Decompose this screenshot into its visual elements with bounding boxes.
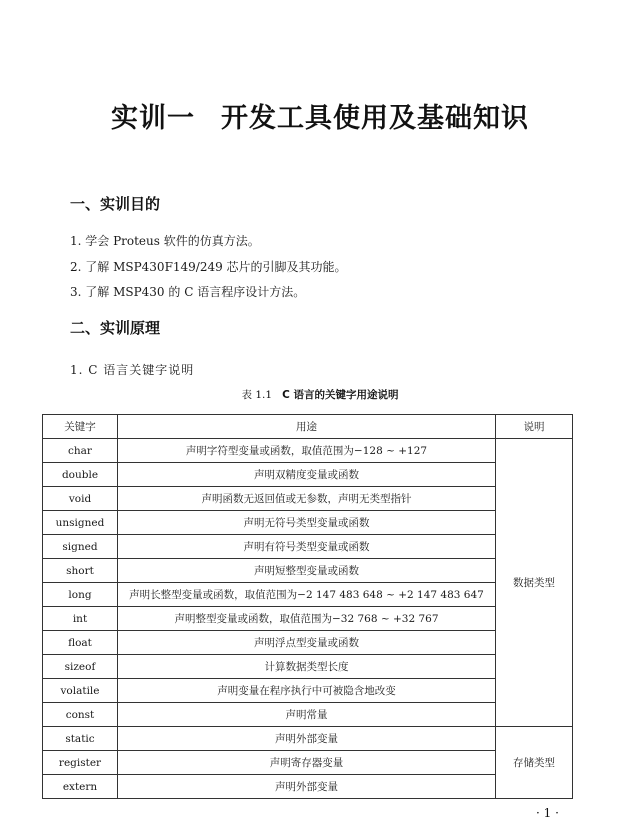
objective-item-1: 1. 学会 Proteus 软件的仿真方法。 [70, 234, 260, 248]
category-storage-type: 存储类型 [496, 727, 573, 799]
usage-cell: 声明外部变量 [118, 775, 496, 799]
table-row [43, 727, 573, 751]
header-keyword: 关键字 [43, 415, 118, 439]
table-caption-text: C 语言的关键字用途说明 [282, 389, 399, 401]
keyword-cell: unsigned [43, 511, 118, 535]
usage-cell: 声明字符型变量或函数，取值范围为−128 ~ +127 [118, 439, 496, 463]
objectives-heading: 一、实训目的 [70, 195, 161, 213]
usage-cell: 声明有符号类型变量或函数 [118, 535, 496, 559]
keyword-cell: long [43, 583, 118, 607]
table-caption [0, 387, 640, 402]
table-row [43, 775, 573, 799]
page-number: · 1 · [536, 806, 559, 820]
usage-cell: 声明常量 [118, 703, 496, 727]
header-note: 说明 [496, 415, 573, 439]
table-row [43, 535, 573, 559]
title-part-1: 实训一 [111, 103, 195, 134]
table-row [43, 751, 573, 775]
table-row [43, 439, 573, 463]
principle-subheading: 1. C 语言关键字说明 [70, 363, 195, 377]
usage-cell: 声明短整型变量或函数 [118, 559, 496, 583]
usage-cell: 声明外部变量 [118, 727, 496, 751]
header-usage: 用途 [118, 415, 496, 439]
keyword-cell: volatile [43, 679, 118, 703]
objective-item-2: 2. 了解 MSP430F149/249 芯片的引脚及其功能。 [70, 260, 347, 274]
table-row [43, 655, 573, 679]
principle-heading: 二、实训原理 [70, 319, 161, 337]
table-row [43, 583, 573, 607]
usage-cell: 计算数据类型长度 [118, 655, 496, 679]
keyword-cell: sizeof [43, 655, 118, 679]
usage-cell: 声明变量在程序执行中可被隐含地改变 [118, 679, 496, 703]
page-title [0, 96, 640, 135]
keyword-cell: extern [43, 775, 118, 799]
usage-cell: 声明浮点型变量或函数 [118, 631, 496, 655]
keyword-cell: short [43, 559, 118, 583]
usage-cell: 声明函数无返回值或无参数，声明无类型指针 [118, 487, 496, 511]
table-row [43, 511, 573, 535]
table-row [43, 631, 573, 655]
keyword-cell: char [43, 439, 118, 463]
usage-cell: 声明长整型变量或函数，取值范围为−2 147 483 648 ~ +2 147 483 647 [118, 583, 496, 607]
title-part-2: 开发工具使用及基础知识 [221, 103, 529, 134]
category-data-type: 数据类型 [496, 439, 573, 727]
table-row [43, 679, 573, 703]
keyword-cell: const [43, 703, 118, 727]
table-row [43, 487, 573, 511]
table-row [43, 703, 573, 727]
keyword-table [42, 414, 573, 799]
usage-cell: 声明双精度变量或函数 [118, 463, 496, 487]
keyword-cell: double [43, 463, 118, 487]
keyword-cell: static [43, 727, 118, 751]
table-caption-number: 表 1.1 [241, 389, 273, 401]
keyword-cell: signed [43, 535, 118, 559]
objective-item-3: 3. 了解 MSP430 的 C 语言程序设计方法。 [70, 285, 306, 299]
table-row [43, 559, 573, 583]
usage-cell: 声明无符号类型变量或函数 [118, 511, 496, 535]
usage-cell: 声明整型变量或函数，取值范围为−32 768 ~ +32 767 [118, 607, 496, 631]
table-header-row [43, 415, 573, 439]
keyword-cell: void [43, 487, 118, 511]
table-row [43, 607, 573, 631]
usage-cell: 声明寄存器变量 [118, 751, 496, 775]
keyword-cell: int [43, 607, 118, 631]
keyword-cell: register [43, 751, 118, 775]
keyword-cell: float [43, 631, 118, 655]
table-row [43, 463, 573, 487]
